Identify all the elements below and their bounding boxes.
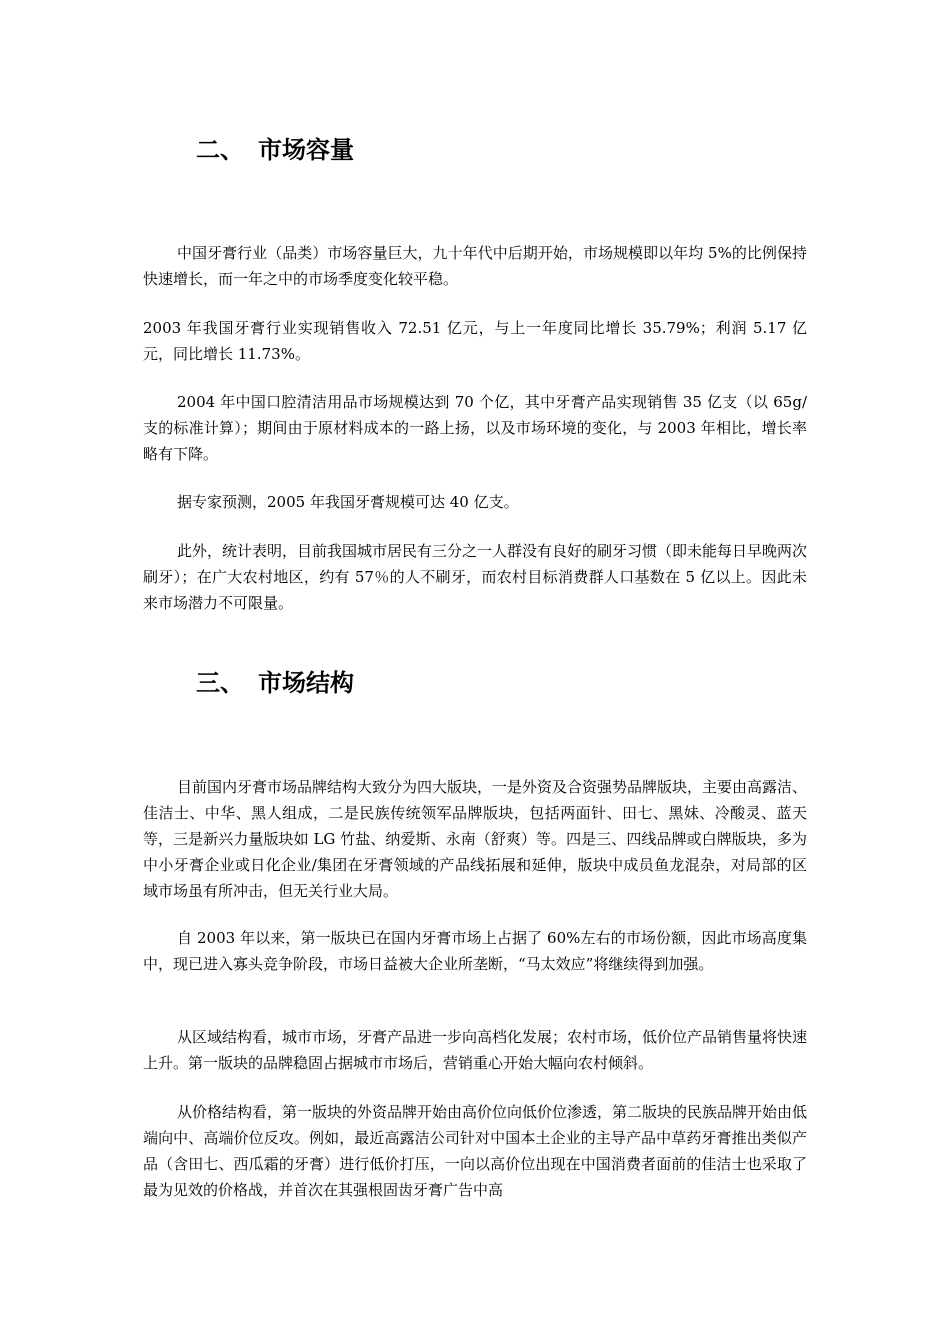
paragraph: 2004 年中国口腔清洁用品市场规模达到 70 个亿，其中牙膏产品实现销售 35 亿支（以 65g/支的标准计算）；期间由于原材料成本的一路上扬，以及市场环境的变化，与 2003 年相比，增长率略有下降。 xyxy=(143,393,807,463)
section-title: 市场结构 xyxy=(258,669,354,697)
section-number: 二、 xyxy=(196,136,244,164)
paragraph: 从区域结构看，城市市场，牙膏产品进一步向高档化发展；农村市场，低价位产品销售量将快速上升。第一版块的品牌稳固占据城市市场后，营销重心开始大幅向农村倾斜。 xyxy=(143,1028,808,1072)
paragraph: 据专家预测，2005 年我国牙膏规模可达 40 亿支。 xyxy=(177,493,519,511)
paragraph: 2003 年我国牙膏行业实现销售收入 72.51 亿元，与上一年度同比增长 35.79%；利润 5.17 亿元，同比增长 11.73%。 xyxy=(143,319,807,363)
paragraph: 中国牙膏行业（品类）市场容量巨大，九十年代中后期开始，市场规模即以年均 5%的比例保持快速增长，而一年之中的市场季度变化较平稳。 xyxy=(143,244,807,288)
paragraph: 目前国内牙膏市场品牌结构大致分为四大版块，一是外资及合资强势品牌版块，主要由高露洁、佳洁士、中华、黑人组成，二是民族传统领军品牌版块，包括两面针、田七、黑妹、冷酸灵、蓝天等，三是新兴力量版块如 LG 竹盐、纳爱斯、永南（舒爽）等。四是三、四线品牌或白牌版块，多为中小牙膏企业或日化企业/集团在牙膏领域的产品线拓展和延伸，版块中成员鱼龙混杂，对局部的区域市场虽有所冲击，但无关行业大局。 xyxy=(143,778,808,900)
paragraph: 从价格结构看，第一版块的外资品牌开始由高价位向低价位渗透，第二版块的民族品牌开始由低端向中、高端价位反攻。例如，最近高露洁公司针对中国本土企业的主导产品中草药牙膏推出类似产品（含田七、西瓜霜的牙膏）进行低价打压，一向以高价位出现在中国消费者面前的佳洁士也采取了最为见效的价格战，并首次在其强根固齿牙膏广告中高 xyxy=(143,1103,808,1199)
section-heading-market-structure xyxy=(196,668,354,698)
section-heading-market-capacity xyxy=(196,135,354,165)
section-number: 三、 xyxy=(196,669,244,697)
paragraph: 此外，统计表明，目前我国城市居民有三分之一人群没有良好的刷牙习惯（即未能每日早晚两次刷牙）；在广大农村地区，约有 57％的人不刷牙，而农村目标消费群人口基数在 5 亿以上。因此未来市场潜力不可限量。 xyxy=(143,542,808,612)
section-title: 市场容量 xyxy=(258,136,354,164)
paragraph: 自 2003 年以来，第一版块已在国内牙膏市场上占据了 60%左右的市场份额，因此市场高度集中，现已进入寡头竞争阶段，市场日益被大企业所垄断，“马太效应”将继续得到加强。 xyxy=(143,929,807,973)
